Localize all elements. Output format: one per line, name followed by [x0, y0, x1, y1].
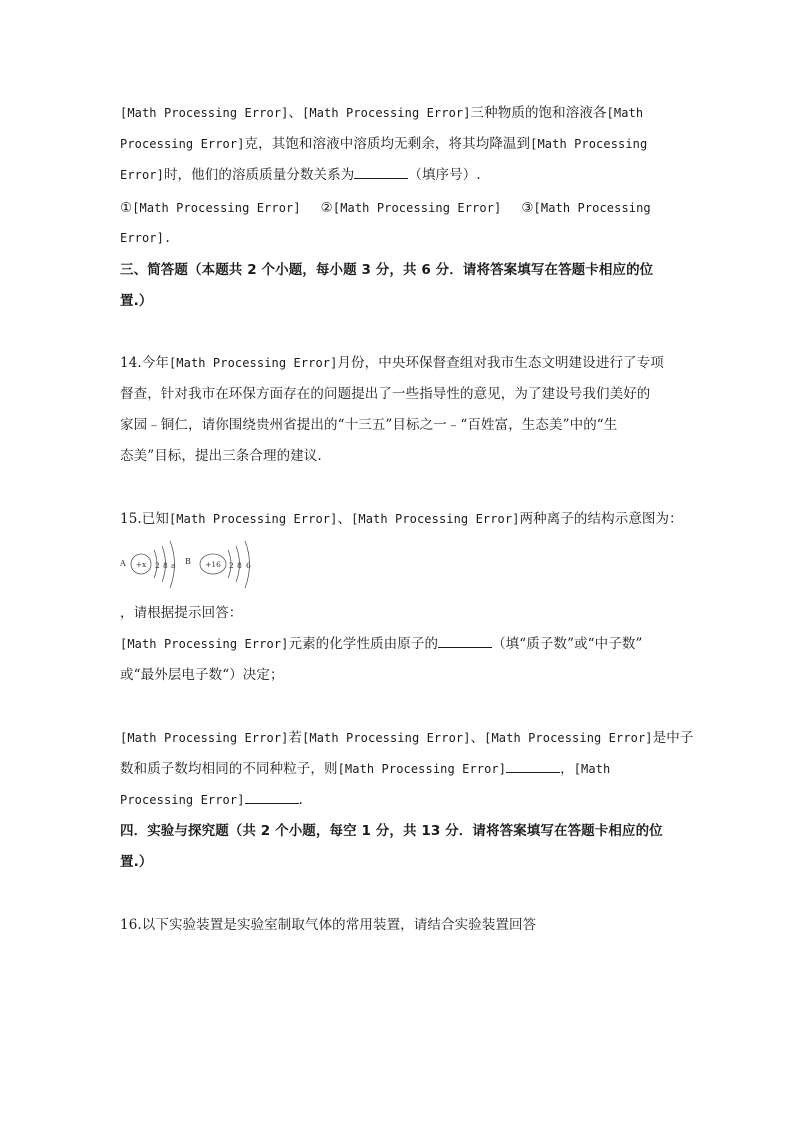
q14-line-4: 态美”目标，提出三条合理的建议. [120, 448, 322, 464]
text: 数和质子数均相同的不同种粒子，则 [120, 761, 338, 777]
q15-sub1-line-1 [120, 635, 690, 653]
answer-blank [354, 166, 408, 179]
ion-b-shell-2-count: 8 [237, 561, 242, 570]
answer-blank [245, 791, 299, 804]
q15-prompt: ，请根据提示回答： [120, 605, 243, 621]
text: 、 [337, 511, 352, 527]
math-error-text: [Math Processing Error] [168, 356, 338, 370]
q15-line-1 [120, 510, 690, 528]
math-error-text: [Math Processing Error] [120, 731, 289, 745]
math-error-text: [Math Processing Error] [484, 731, 653, 745]
ion-a-label: A [120, 559, 126, 568]
text: 克，其饱和溶液中溶质均无剩余，将其均降温到 [244, 136, 531, 152]
q13-line-1 [120, 104, 690, 122]
ion-b-label: B [185, 557, 191, 566]
question-number: 14.今年 [120, 355, 169, 371]
section-4-heading-cont: 置.） [120, 854, 153, 870]
q13-line-5 [120, 229, 690, 247]
question-number: 15.已知 [120, 511, 169, 527]
q13-options [120, 199, 690, 217]
q14-line-3: 家园﹣铜仁，请你围绕贵州省提出的“十三五”目标之一﹣“百姓富，生态美”中的“生 [120, 417, 618, 433]
math-error-text: [Math Processing Error] [302, 731, 471, 745]
option-2 [321, 199, 502, 217]
math-error-text: [Math Processing Error] [132, 201, 301, 215]
ion-a-shell-2-count: 8 [163, 561, 168, 570]
section-4-heading: 四．实验与探究题（共 2 个小题，每空 1 分，共 13 分．请将答案填写在答题卡相应的位 [120, 823, 663, 839]
ion-a-nucleus-charge: +x [135, 560, 147, 569]
math-error-text: [Math Processing Error] [332, 201, 502, 215]
math-error-text: [Math Processing Error] [351, 512, 520, 526]
text: 、 [470, 730, 485, 746]
answer-blank [438, 635, 492, 648]
text: 、 [288, 105, 303, 121]
text: . [298, 792, 303, 808]
q15-sub1-line-2: 或“最外层电子数“）决定； [120, 667, 284, 683]
option-3 [521, 199, 650, 217]
math-error-text: Processing Error] [120, 137, 245, 151]
q16-line-1: 16.以下实验装置是实验室制取气体的常用装置，请结合实验装置回答 [120, 917, 537, 933]
text: 是中子 [652, 730, 694, 746]
text: 元素的化学性质由原子的 [288, 636, 439, 652]
q14-line-2: 督查，针对我市在环保方面存在的问题提出了一些指导性的意见，为了建设号我们美好的 [120, 386, 651, 402]
option-mark: ① [120, 200, 133, 216]
math-error-text: [Math Processing Error] [337, 762, 507, 776]
ion-a-shell-1-count: 2 [155, 561, 160, 570]
math-error-text: [Math Processing Error] [120, 106, 289, 120]
math-error-text: [Math Processing [533, 201, 651, 215]
q13-line-2 [120, 135, 690, 153]
option-mark: ③ [521, 200, 534, 216]
ion-b-shell-1-count: 2 [229, 561, 234, 570]
math-error-text: Error]. [120, 231, 172, 245]
text: 三种物质的饱和溶液各 [470, 105, 607, 121]
q13-line-3 [120, 166, 690, 184]
text: 若 [288, 730, 303, 746]
q14-line-1 [120, 354, 690, 372]
math-error-text: [Math Processing [530, 137, 648, 151]
q15-sub2-line-1 [120, 729, 694, 747]
section-3-heading-cont: 置.） [120, 293, 153, 309]
section-3-heading: 三、简答题（本题共 2 个小题，每小题 3 分，共 6 分．请将答案填写在答题卡相应的位 [120, 262, 654, 278]
ion-a-shell-3-count: a [171, 561, 176, 570]
text: （填序号）. [408, 167, 481, 183]
text: 月份，中央环保督查组对我市生态文明建设进行了专项 [337, 355, 664, 371]
ion-b-nucleus-charge: +16 [205, 560, 221, 569]
text: （填“质子数”或“中子数” [492, 636, 643, 652]
math-error-text: [Math [606, 106, 644, 120]
q15-sub2-line-3 [120, 791, 690, 809]
math-error-text: [Math Processing Error] [120, 637, 289, 651]
option-1 [120, 199, 301, 217]
text: 时，他们的溶质质量分数关系为 [163, 167, 355, 183]
math-error-text: Processing Error] [120, 793, 245, 807]
answer-blank [506, 760, 560, 773]
option-mark: ② [320, 200, 333, 216]
math-error-text: [Math Processing Error] [168, 512, 338, 526]
text: ， [560, 761, 574, 777]
q15-sub2-line-2 [120, 760, 690, 778]
math-error-text: Error] [120, 168, 164, 182]
math-error-text: [Math Processing Error] [302, 106, 471, 120]
ion-structure-diagram [118, 538, 268, 594]
ion-b-shell-3-count: 6 [246, 561, 251, 570]
math-error-text: [Math [573, 762, 611, 776]
text: 两种离子的结构示意图为： [519, 511, 683, 527]
